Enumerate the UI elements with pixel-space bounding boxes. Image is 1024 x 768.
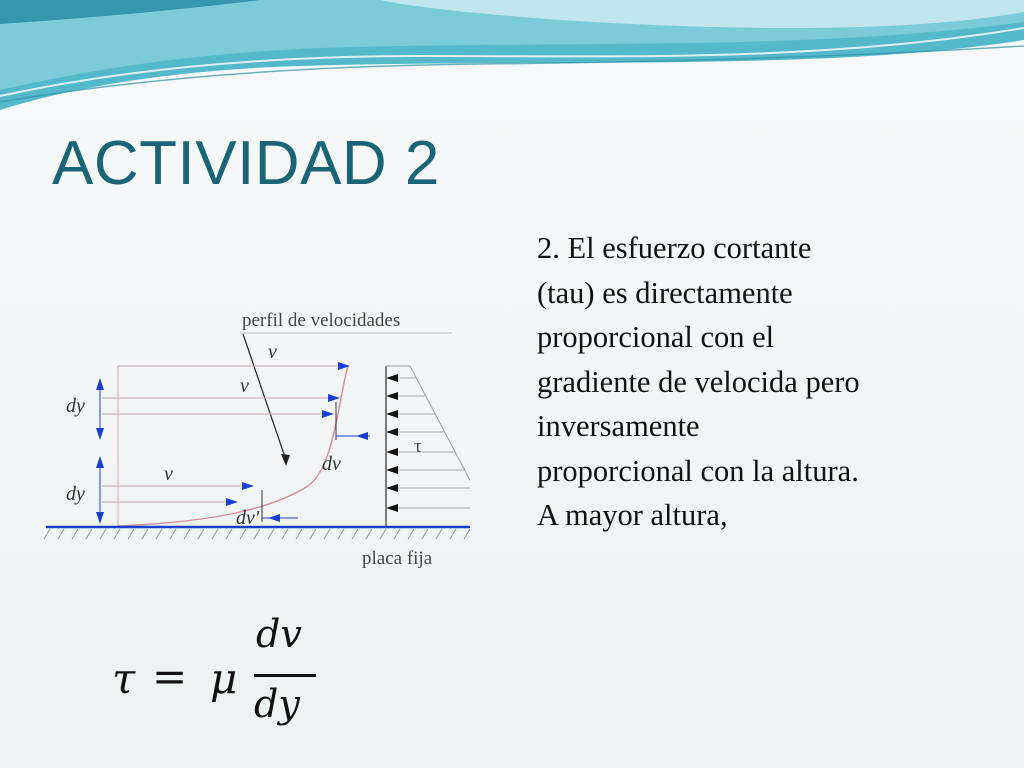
dv-prime-label: dv' [236, 507, 260, 529]
dy-arrowhead [96, 456, 104, 468]
tau-label: τ [414, 436, 422, 457]
body-line: proporcional con el [537, 320, 775, 354]
body-line: A mayor altura, [537, 498, 728, 532]
dv-label: dv [322, 453, 341, 475]
dy-arrowhead [96, 428, 104, 440]
profile-label: perfil de velocidades [242, 310, 401, 331]
formula-denominator: dy [254, 682, 300, 726]
body-line: inversamente [537, 409, 700, 443]
dv-arrowhead [356, 432, 368, 440]
shear-stress-arrows [386, 374, 470, 512]
velocity-arrowhead [322, 410, 334, 418]
body-line: proporcional con la altura. [537, 453, 859, 488]
formula-tau: τ [112, 654, 136, 703]
header-wave-decoration [0, 0, 1024, 130]
formula-numerator: dv [256, 612, 302, 656]
dy-label-top: dy [66, 395, 85, 417]
velocity-arrowhead [226, 498, 238, 506]
fixed-plate-label: placa fija [362, 548, 433, 569]
v-label-top: v [268, 341, 277, 363]
dy-arrowhead [96, 512, 104, 524]
velocity-arrowhead [338, 362, 350, 370]
fixed-plate-hatching [44, 529, 470, 539]
dv-arrowhead [268, 514, 280, 522]
profile-pointer-arrowhead [281, 454, 290, 466]
formula-fraction-bar [254, 674, 316, 677]
v-label-middle: v [240, 375, 249, 397]
body-text [537, 226, 977, 538]
slide-title: ACTIVIDAD 2 [52, 129, 440, 198]
formula-equals: = [152, 652, 188, 701]
v-label-bottom: v [164, 463, 173, 485]
velocity-arrowhead [242, 482, 254, 490]
velocity-arrowhead [328, 394, 340, 402]
dy-arrowhead [96, 378, 104, 390]
formula-mu: μ [210, 654, 238, 703]
velocity-profile-diagram [40, 290, 470, 580]
dy-label-bottom: dy [66, 483, 85, 505]
body-line: (tau) es directamente [537, 275, 793, 310]
body-line: 2. El esfuerzo cortante [537, 231, 812, 265]
profile-label-pointer [243, 334, 286, 460]
body-line: gradiente de velocida pero [537, 364, 860, 399]
